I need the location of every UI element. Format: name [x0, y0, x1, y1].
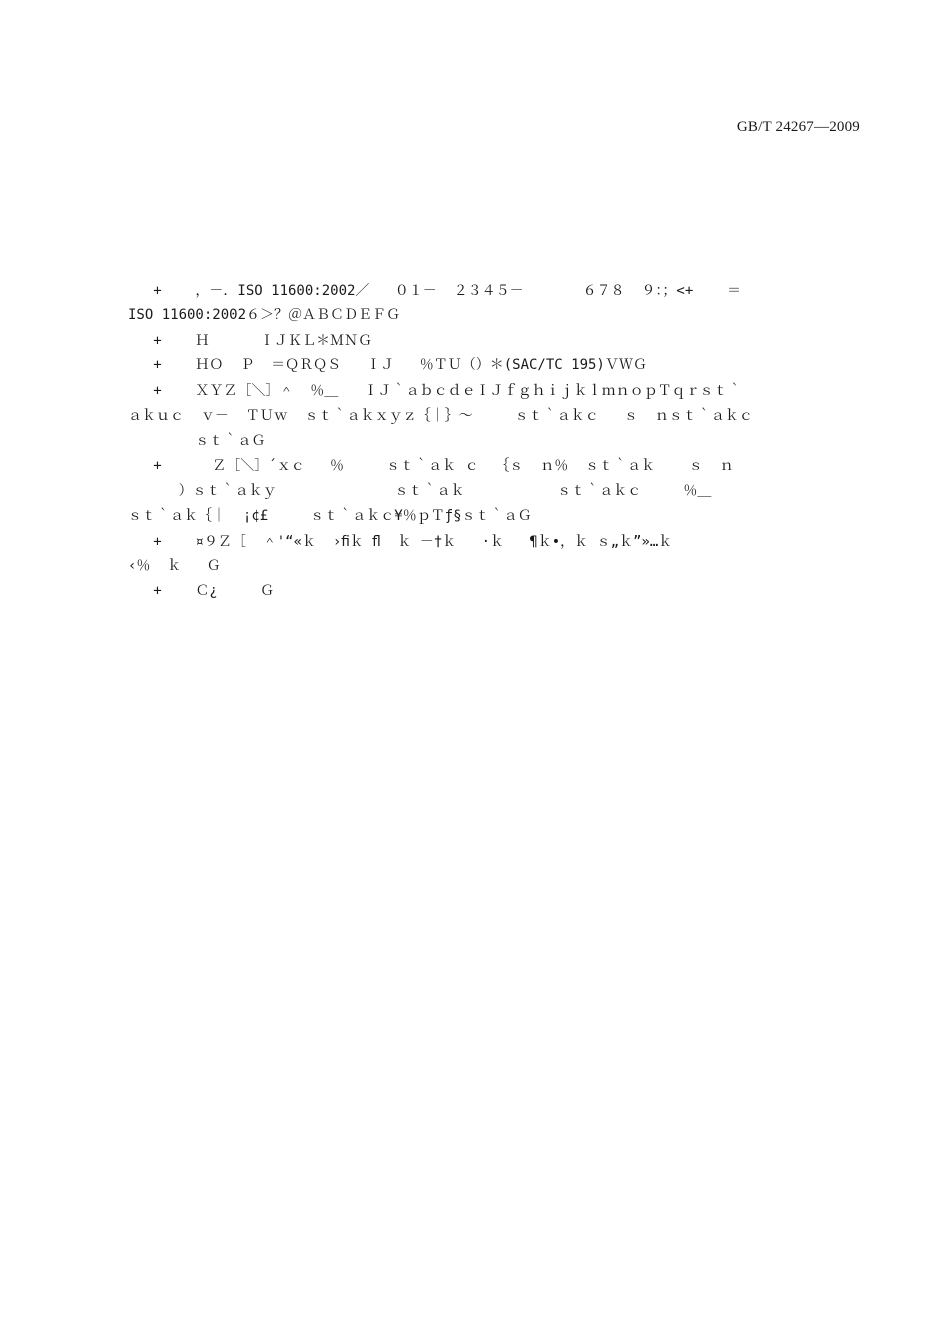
- paragraph-drafting-units: + ＸＹＺ［＼］＾ ％＿ ＩＪ｀ａｂｃｄｅＩＪｆｇｈｉｊｋｌｍｎｏｐＴｑｒｓｔ｀ ａｋｕｃ ｖ－ ＴＵｗ ｓｔ｀ａｋｘｙｚ｛｜｝～ ｓｔ｀ａｋｃ ｓ ｎｓｔ｀ａｋｃ ｓｔ｀ａＧ: [128, 383, 753, 449]
- paragraph-drafters: + ¤９Ｚ［ ＾'“«ｋ ›ﬁｋ ﬂ ｋ －†ｋ ·ｋ ¶ｋ•，ｋ ｓ„ｋ”»…ｋ ‹％ ｋ Ｇ: [128, 534, 673, 574]
- paragraph-proposer: + ＨＯ Ｐ ＝ＱＲＱＳ ＩＪ ％ＴＵ（）＊(SAC/TC 195)ＶＷＧ: [128, 357, 647, 373]
- paragraph-participating-units: + Ｚ［＼］´ｘｃ ％ ｓｔ｀ａｋ ｃ ｛ｓ ｎ％ ｓｔ｀ａｋ ｓ ｎ ）ｓｔ｀ａｋｙ ｓｔ｀ａｋ ｓｔ｀ａｋｃ ％＿ ｓｔ｀ａｋ｛｜ ¡¢£ ｓｔ｀ａｋｃ¥％ｐＴƒ§ｓｔ｀ａＧ: [128, 458, 734, 524]
- paragraph-scope: + ，－．ISO 11600:2002／ ０１－ ２３４５－ ６７８ ９：；<+ ＝ ISO 11600:2002６＞？＠ＡＢＣＤＥＦＧ: [128, 283, 742, 323]
- paragraph-first-release: + Ｃ¿ Ｇ: [128, 583, 275, 599]
- paragraph-appendix-note: + Ｈ ＩＪＫＬ＊ＭＮＧ: [128, 333, 373, 349]
- document-code: GB/T 24267—2009: [736, 119, 860, 135]
